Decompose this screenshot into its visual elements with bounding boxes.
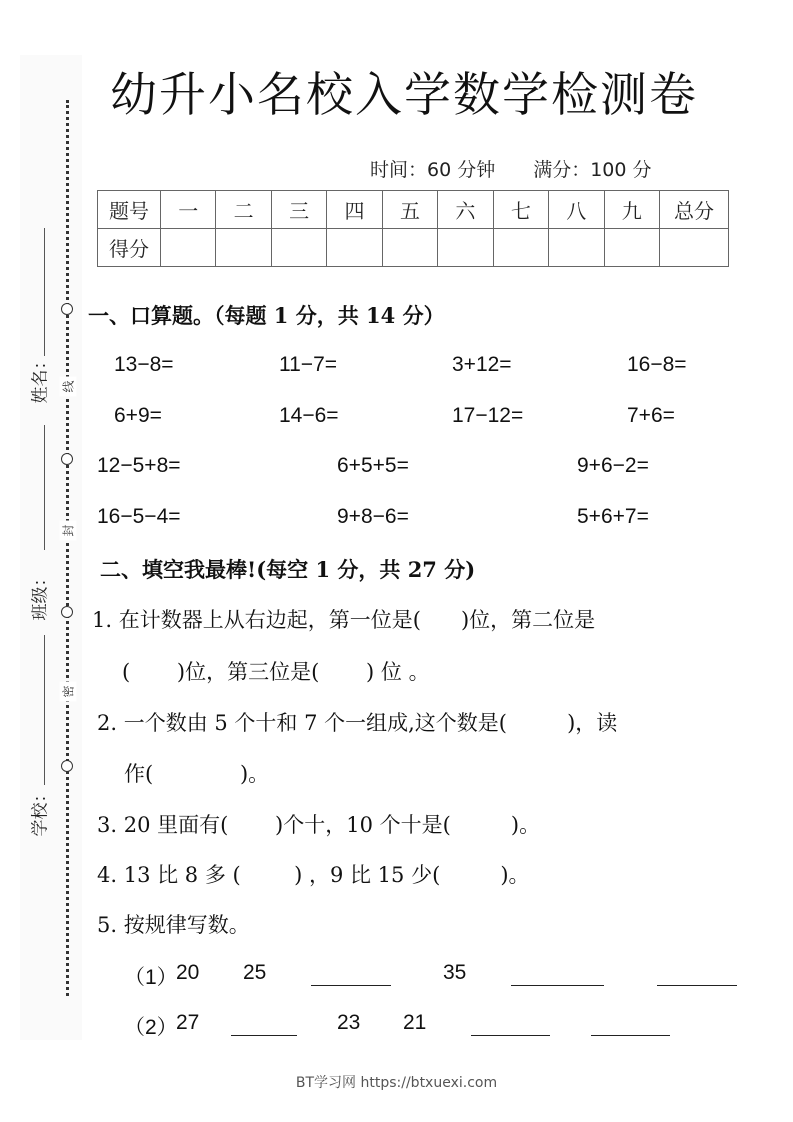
score-table-header-row (98, 191, 729, 229)
question-2-line2: 作( )。 (124, 762, 270, 786)
school-label: 学校： (30, 785, 51, 837)
calc-item: 16−8= (627, 353, 687, 376)
calc-item: 6+5+5= (337, 454, 409, 477)
class-fill-line[interactable] (44, 635, 45, 785)
sequence-blank[interactable] (657, 985, 737, 986)
binding-hole-icon (61, 303, 73, 315)
sequence-item: 23 (337, 1011, 361, 1034)
sequence-item: 35 (443, 961, 467, 984)
page-title: 幼升小名校入学数学检测卷 (110, 68, 698, 123)
calc-item: 17−12= (452, 404, 524, 427)
sequence-blank[interactable] (231, 1035, 297, 1036)
seal-mark-secret: 密 (60, 682, 77, 702)
name-fill-line[interactable] (44, 228, 45, 356)
sequence-item: 21 (403, 1011, 427, 1034)
score-header-cell: 三 (271, 191, 326, 229)
score-cell[interactable] (161, 229, 216, 267)
question-2-line1: 2. 一个数由 5 个十和 7 个一组成,这个数是( )，读 (97, 711, 618, 735)
score-cell[interactable] (493, 229, 548, 267)
section1-heading: 一、口算题。（每题 1 分，共 14 分） (88, 303, 445, 328)
score-header-cell: 总分 (660, 191, 729, 229)
score-cell[interactable] (327, 229, 382, 267)
calc-item: 3+12= (452, 353, 512, 376)
calc-item: 13−8= (114, 353, 174, 376)
binding-hole-icon (61, 453, 73, 465)
score-header-cell: 九 (604, 191, 660, 229)
score-header-cell: 八 (549, 191, 604, 229)
score-cell[interactable] (549, 229, 604, 267)
name-fill-line-lower[interactable] (44, 425, 45, 550)
question-5: 5. 按规律写数。 (97, 913, 250, 937)
calc-item: 9+8−6= (337, 505, 409, 528)
score-header-cell: 五 (382, 191, 437, 229)
sequence-item: 20 (176, 961, 200, 984)
sequence-blank[interactable] (311, 985, 391, 986)
sequence-blank[interactable] (511, 985, 604, 986)
exam-meta (370, 155, 652, 182)
score-cell[interactable] (438, 229, 493, 267)
section2-heading: 二、填空我最棒!(每空 1 分，共 27 分) (100, 557, 476, 582)
sequence-blank[interactable] (471, 1035, 550, 1036)
score-row-label: 得分 (98, 229, 161, 267)
sequence-2-label: （2） (124, 1016, 178, 1039)
score-header-cell: 四 (327, 191, 382, 229)
score-header-cell: 六 (438, 191, 493, 229)
score-cell[interactable] (604, 229, 660, 267)
calc-item: 5+6+7= (577, 505, 649, 528)
score-cell[interactable] (216, 229, 271, 267)
score-cell-total[interactable] (660, 229, 729, 267)
score-header-cell: 七 (493, 191, 548, 229)
binding-margin (20, 55, 82, 1040)
question-3: 3. 20 里面有( )个十，10 个十是( )。 (97, 813, 541, 837)
score-cell[interactable] (382, 229, 437, 267)
full-score: 满分：100 分 (533, 159, 652, 181)
score-header-cell: 一 (161, 191, 216, 229)
score-table (97, 190, 729, 267)
seal-mark-line: 线 (60, 377, 77, 397)
score-cell[interactable] (271, 229, 326, 267)
time-limit: 时间：60 分钟 (370, 159, 496, 181)
calc-item: 14−6= (279, 404, 339, 427)
name-label: 姓名： (30, 352, 51, 404)
calc-item: 16−5−4= (97, 505, 181, 528)
score-header-cell: 二 (216, 191, 271, 229)
seal-dotted-line (66, 100, 69, 996)
binding-hole-icon (61, 760, 73, 772)
footer-watermark: BT学习网 https://btxuexi.com (295, 1075, 498, 1091)
sequence-item: 25 (243, 961, 267, 984)
question-4: 4. 13 比 8 多 ( ) ，9 比 15 少( )。 (97, 863, 530, 887)
score-table-score-row (98, 229, 729, 267)
sequence-1-label: （1） (124, 966, 178, 989)
calc-item: 6+9= (114, 404, 162, 427)
sequence-item: 27 (176, 1011, 200, 1034)
calc-item: 12−5+8= (97, 454, 181, 477)
seal-mark-seal: 封 (60, 521, 77, 541)
sequence-blank[interactable] (591, 1035, 670, 1036)
calc-item: 7+6= (627, 404, 675, 427)
question-1-line1: 1. 在计数器上从右边起，第一位是( )位，第二位是 (92, 608, 596, 632)
score-header-cell: 题号 (98, 191, 161, 229)
question-1-line2: ( )位，第三位是( ) 位 。 (122, 660, 430, 684)
calc-item: 9+6−2= (577, 454, 649, 477)
calc-item: 11−7= (279, 353, 338, 376)
class-label: 班级： (30, 569, 51, 621)
binding-hole-icon (61, 606, 73, 618)
